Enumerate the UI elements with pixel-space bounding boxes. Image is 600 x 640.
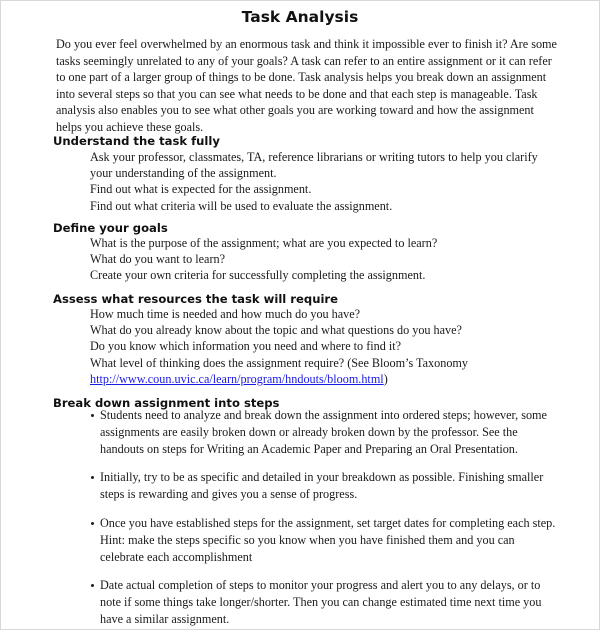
section-item: your understanding of the assignment. [90, 166, 277, 181]
bullet-line: Initially, try to be as specific and detailed in your breakdown as possible. Finishing smaller [100, 470, 544, 485]
bullet-line: steps is rewarding and gives you a sense of progress. [100, 487, 358, 502]
intro-line: helps you achieve these goals. [56, 119, 204, 134]
bullet-item [90, 407, 570, 457]
link-suffix: ) [383, 371, 388, 386]
bullet-line: Students need to analyze and break down the assignment into ordered steps; however, some [100, 408, 547, 422]
section-item: What is the purpose of the assignment; what are you expected to learn? [90, 236, 438, 250]
section-bullets-break-down [90, 407, 570, 640]
blooms-taxonomy-link[interactable]: http://www.coun.uvic.ca/learn/program/hndouts/bloom.html [90, 371, 384, 386]
section-item: What level of thinking does the assignment require? (See Bloom’s Taxonomy [90, 355, 469, 370]
bullet-item [90, 469, 570, 503]
page-title: Task Analysis [241, 8, 359, 26]
section-item: How much time is needed and how much do you have? [90, 307, 361, 321]
bullet-line: assignments are easily broken down or already broken down by the professor. See the [100, 424, 518, 439]
section-items-understand [90, 149, 570, 214]
section-item: Find out what is expected for the assignment. [90, 182, 312, 197]
bullet-line: Hint: make the steps specific so you know when you have finished them and you can [100, 532, 515, 547]
bullet-line: handouts on steps for Writing an Academic Paper and Preparing an Oral Presentation. [100, 441, 518, 456]
section-items-resources [90, 306, 570, 387]
section-item: What do you want to learn? [90, 252, 226, 267]
section-heading-break-down: Break down assignment into steps [53, 396, 280, 410]
bullet-line: have a similar assignment. [100, 611, 230, 626]
intro-line: Do you ever feel overwhelmed by an enormous task and think it impossible ever to finish it? Are some [56, 37, 557, 51]
bullet-icon [91, 584, 94, 587]
bullet-icon [91, 522, 94, 525]
intro-line: analysis also enables you to see what other goals you are working toward and how the assignment [56, 103, 534, 117]
section-item: Create your own criteria for successfully completing the assignment. [90, 268, 426, 283]
intro-paragraph [56, 36, 566, 135]
section-heading-resources: Assess what resources the task will require [53, 292, 338, 306]
bullet-item [90, 515, 570, 565]
bullet-line: note if some things take longer/shorter. Then you can change estimated time next time you [100, 595, 542, 610]
section-item: What do you already know about the topic and what questions do you have? [90, 323, 462, 338]
bullet-item [90, 577, 570, 627]
section-item: Find out what criteria will be used to evaluate the assignment. [90, 198, 393, 213]
section-item: Ask your professor, classmates, TA, reference librarians or writing tutors to help you clarify [90, 150, 538, 164]
intro-line: tasks seemingly unrelated to any of your goals? A task can refer to an entire assignment or it can refer [56, 53, 552, 68]
section-item: Do you know which information you need and where to find it? [90, 339, 402, 354]
section-items-goals [90, 235, 570, 284]
bullet-line: Date actual completion of steps to monitor your progress and alert you to any delays, or to [100, 578, 541, 593]
bullet-icon [91, 414, 94, 417]
bullet-icon [91, 476, 94, 479]
section-heading-understand: Understand the task fully [53, 134, 220, 148]
intro-line: to one part of a larger group of things to be done. Task analysis helps you break down an assignment [56, 70, 547, 84]
intro-line: into several steps so that you can see what needs to be done and that each step is manageable. Task [56, 86, 538, 101]
bullet-line: Once you have established steps for the assignment, set target dates for completing each step. [100, 515, 556, 530]
section-item-link-line [90, 371, 570, 387]
bullet-line: celebrate each accomplishment [100, 549, 253, 564]
section-heading-goals: Define your goals [53, 221, 168, 235]
